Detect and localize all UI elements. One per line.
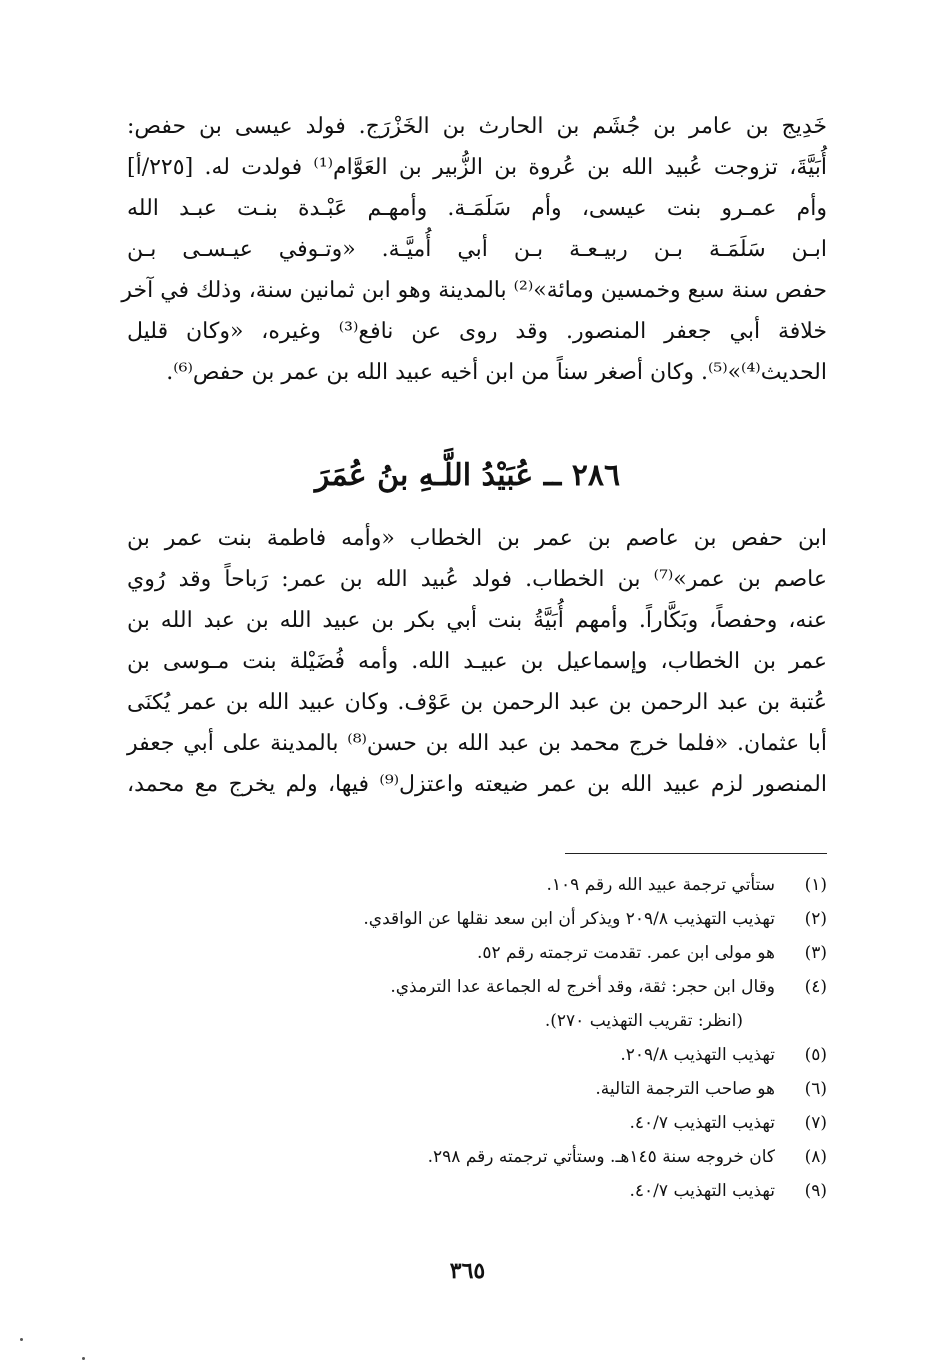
- footnote-number: (٩): [804, 1181, 827, 1201]
- paragraph-line: حفص سنة سبع وخمسين ومائة»⁽²⁾ بالمدينة وهو ابن ثمانين سنة، وذلك في آخر: [121, 278, 827, 303]
- scan-speck: [20, 1338, 23, 1341]
- footnote-number: (٤): [804, 977, 827, 997]
- footnote-item: [127, 1174, 827, 1208]
- footnote-number: (٧): [804, 1113, 827, 1133]
- footnote-number: (٦): [804, 1079, 827, 1099]
- footnote-text: تهذيب التهذيب ٢٠٩/٨.: [620, 1045, 775, 1065]
- footnote-text: كان خروجه سنة ١٤٥هـ. وستأتي ترجمته رقم ٢٩٨.: [427, 1147, 775, 1167]
- footnote-text: تهذيب التهذيب ٢٠٩/٨ ويذكر أن ابن سعد نقلها عن الواقدي.: [363, 909, 775, 929]
- scan-speck: [82, 1357, 85, 1360]
- paragraph-line: أبا عثمان. «فلما خرج محمد بن عبد الله بن حسن⁽⁸⁾ بالمدينة على أبي جعفر: [127, 731, 828, 756]
- footnote-text: تهذيب التهذيب ٤٠/٧.: [629, 1113, 775, 1133]
- paragraph-line: ابـن سَلَمَـة بـن ربيـعـة بـن أبي أُميَّـة. «وتـوفي عيـسـى بـن: [127, 237, 827, 262]
- paragraph-line: عمر بن الخطاب، وإسماعيل بن عبيـد الله. وأمه فُضَيْلة بنت مـوسى بن: [127, 649, 827, 674]
- footnote-number: (٥): [804, 1045, 827, 1065]
- paragraph-line: أُبَيَّةَ، تزوجت عُبيد الله بن عُروة بن الزُّبير بن العَوَّام⁽¹⁾ فولدت له. [٢٢٥/أ]: [127, 155, 827, 180]
- entry-heading: ٢٨٦ ــ عُبَيْدُ اللَّـهِ بنُ عُمَرَ: [314, 458, 621, 493]
- footnote-text: هو مولى ابن عمر. تقدمت ترجمته رقم ٥٢.: [476, 943, 775, 963]
- top-paragraph: [121, 106, 827, 393]
- paragraph-line: خَدِيج بن عامر بن جُشَم بن الحارث بن الخَزْرَج. فولد عيسى بن حفص:: [127, 114, 827, 139]
- paragraph-line: المنصور لزم عبيد الله بن عمر ضيعته واعتزل⁽⁹⁾ فيها، ولم يخرج مع محمد،: [127, 772, 827, 797]
- footnote-item: [127, 902, 827, 936]
- footnote-number: (١): [804, 875, 827, 895]
- page-number: ٣٦٥: [449, 1258, 486, 1284]
- footnote-text: وقال ابن حجر: ثقة، وقد أخرج له الجماعة عدا الترمذي.: [390, 977, 775, 997]
- footnote-text: هو صاحب الترجمة التالية.: [595, 1079, 775, 1099]
- paragraph-line: عنه، وحفصاً، وبَكَّاراً. وأمهم أُبَيَّةُ بنت أبي بكر بن عبيد الله بن عبد الله بن: [127, 608, 827, 633]
- footnote-continuation: (انظر: تقريب التهذيب ٢٧٠).: [544, 1011, 743, 1031]
- footnote-item: [127, 1038, 827, 1072]
- paragraph-line: الحديث⁽⁴⁾»⁽⁵⁾. وكان أصغر سناً من ابن أخيه عبيد الله بن عمر بن حفص⁽⁶⁾.: [166, 360, 827, 385]
- paragraph-line: ابن حفص بن عاصم بن عمر بن الخطاب «وأمه فاطمة بنت عمر بن: [127, 526, 827, 551]
- paragraph-line: عاصم بن عمر»⁽⁷⁾ بن الخطاب. فولد عُبيد الله بن عمر: رَباحاً وقد رُوي: [127, 567, 827, 592]
- footnote-item: [127, 1140, 827, 1174]
- footnote-number: (٣): [804, 943, 827, 963]
- paragraph-line: عُتبة بن عبد الرحمن بن عبد الرحمن بن عَوْف. وكان عبيد الله بن عمر يُكنَى: [127, 690, 827, 715]
- footnote-text: تهذيب التهذيب ٤٠/٧.: [629, 1181, 775, 1201]
- footnote-item: [127, 970, 827, 1004]
- footnote-item: [127, 1072, 827, 1106]
- footnote-number: (٨): [804, 1147, 827, 1167]
- paragraph-line: وأم عمـرو بنت عيسى، وأم سَلَمَـة. وأمهـم عَبْـدة بنـت عبـد الله: [127, 196, 827, 221]
- footnote-divider: [565, 853, 827, 854]
- footnote-number: (٢): [804, 909, 827, 929]
- footnotes: [127, 868, 827, 1208]
- main-paragraph: [127, 518, 827, 805]
- footnote-item: [127, 868, 827, 902]
- footnote-item: [127, 1106, 827, 1140]
- footnote-item: [127, 936, 827, 970]
- paragraph-line: خلافة أبي جعفر المنصور. وقد روى عن نافع⁽³⁾ وغيره، «وكان قليل: [127, 319, 827, 344]
- footnote-text: ستأتي ترجمة عبيد الله رقم ١٠٩.: [546, 875, 775, 895]
